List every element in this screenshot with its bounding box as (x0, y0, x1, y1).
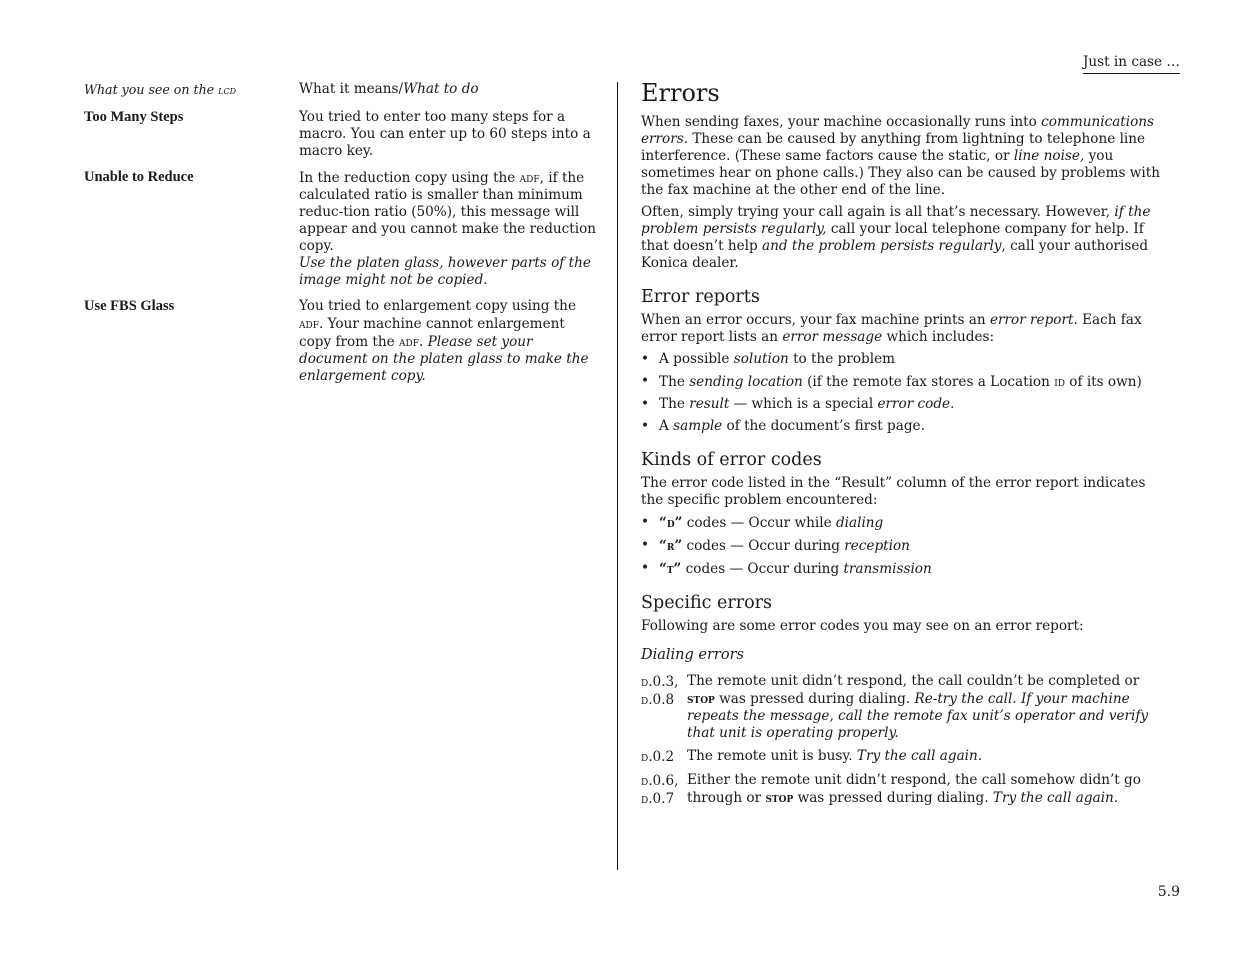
bullet-icon: • (641, 373, 650, 389)
code-char: d (666, 515, 675, 530)
quote-mark: “ (659, 561, 667, 577)
lcd-description: You tried to enter too many steps for a macro. You can enter up to 60 steps into a macro key. (299, 109, 591, 159)
text: When sending faxes, your machine occasionally runs into (641, 114, 1042, 130)
lcd-description (299, 298, 599, 385)
emphasis: sending location (689, 374, 803, 390)
paragraph (641, 312, 1161, 346)
text: of the document’s first page. (722, 418, 925, 434)
error-description (687, 772, 1161, 808)
running-head: Just in case … (1083, 54, 1180, 74)
lcd-message: Too Many Steps (84, 109, 184, 125)
column-divider (617, 82, 618, 870)
text: codes — Occur while (682, 515, 836, 531)
code-number: .0.8 (648, 692, 675, 708)
emphasis: reception (844, 538, 910, 554)
lcd-message: Unable to Reduce (84, 169, 194, 185)
text: A possible (659, 351, 734, 367)
list-item (641, 514, 1161, 532)
lcd-message: Use FBS Glass (84, 298, 175, 314)
instruction: Try the call again. (856, 748, 983, 764)
paragraph: Following are some error codes you may see on an error report: (641, 618, 1084, 634)
desc-text: . Your machine cannot enlargement copy from the (299, 316, 565, 350)
text: of its own) (1064, 374, 1142, 390)
list-item (641, 373, 1161, 391)
error-description (687, 748, 1161, 766)
text: you sometimes hear on phone calls.) They also can be caused by problems with the fax machine at the other end of the line. (641, 148, 1160, 198)
text: which includes: (882, 329, 995, 345)
code-letter (659, 515, 682, 531)
emphasis: and the problem persists regularly (762, 238, 1002, 254)
desc-instruction: Please set your document on the platen glass to make the enlargement copy. (299, 334, 589, 384)
emphasis: error message (782, 329, 883, 345)
code-prefix: d (641, 791, 649, 806)
table-row (84, 169, 604, 289)
bullet-icon: • (641, 396, 650, 412)
header-term (84, 81, 299, 99)
lcd-message-table (84, 81, 604, 394)
stop-key-label: stop (687, 691, 715, 706)
quote-mark: ” (674, 538, 683, 554)
table-row (84, 298, 604, 385)
text: The remote unit is busy. (687, 748, 857, 764)
id-abbrev: id (1054, 374, 1065, 389)
header-desc (299, 81, 599, 99)
list-item (641, 396, 1161, 413)
emphasis: error code. (877, 396, 955, 412)
code-number: .0.2 (648, 749, 675, 765)
desc-adf: adf (299, 316, 319, 331)
desc-adf: adf (519, 170, 540, 185)
paragraph: The error code listed in the “Result” column of the error report indicates the specific problem encountered: (641, 475, 1146, 508)
code-prefix: d (641, 749, 649, 764)
text: A (659, 418, 674, 434)
text: The remote unit didn’t respond, the call couldn’t be completed or (687, 673, 1140, 689)
instruction: Re-try the call. If your machine repeats the message, call the remote fax unit’s operator and verify that unit is operating properly. (687, 691, 1149, 741)
code-letter (659, 561, 681, 577)
error-description (687, 673, 1161, 742)
quote-mark: ” (674, 515, 683, 531)
section-heading-specific: Specific errors (641, 593, 772, 613)
text: — which is a special (729, 396, 878, 412)
text: was pressed during dialing. (714, 691, 915, 707)
code-prefix: d (641, 773, 649, 788)
list-item (641, 351, 1161, 368)
table-header (84, 81, 604, 99)
instruction: Try the call again. (992, 790, 1119, 806)
error-code (641, 748, 687, 766)
header-desc-italic: What to do (403, 81, 479, 97)
emphasis: dialing (835, 515, 884, 531)
emphasis: if the problem persists regularly, (641, 204, 1151, 237)
desc-adf: adf (399, 334, 419, 349)
header-term-lcd: lcd (218, 83, 236, 97)
code-char: t (666, 561, 674, 576)
bullet-icon: • (641, 418, 650, 434)
text: These can be caused by anything from lightning to telephone line interference. (These same factors cause the static, or (641, 131, 1146, 164)
text: codes — Occur during (681, 561, 844, 577)
quote-mark: “ (659, 538, 667, 554)
section-heading-kinds: Kinds of error codes (641, 450, 822, 470)
text: Either the remote unit didn’t respond, the call somehow didn’t go through or (687, 772, 1141, 806)
bullet-icon: • (641, 537, 650, 553)
bullet-icon: • (641, 514, 650, 530)
quote-mark: ” (673, 561, 682, 577)
emphasis: error report. (990, 312, 1078, 328)
text: call your local telephone company for help. If that doesn’t help (641, 221, 1144, 254)
errors-section (641, 78, 1161, 814)
header-term-text: What you see on the (84, 82, 219, 97)
bullet-icon: • (641, 560, 650, 576)
list-item (641, 560, 1161, 578)
text: to the problem (788, 351, 896, 367)
quote-mark: “ (659, 515, 667, 531)
emphasis: transmission (843, 561, 932, 577)
desc-text: You tried to enlargement copy using the (299, 298, 576, 314)
code-number: .0.6, (648, 773, 679, 789)
section-heading-error-reports: Error reports (641, 287, 760, 307)
header-desc-text: What it means/ (299, 81, 404, 97)
error-code (641, 772, 687, 808)
text: codes — Occur during (682, 538, 845, 554)
text: The (659, 396, 690, 412)
page-title: Errors (641, 79, 720, 107)
code-number: .0.3, (648, 674, 679, 690)
error-code (641, 673, 687, 742)
error-code-row (641, 673, 1161, 742)
text: The (659, 374, 690, 390)
lcd-description (299, 169, 599, 289)
emphasis: communications errors. (641, 114, 1155, 147)
list-item (641, 418, 1161, 435)
code-letter (659, 538, 682, 554)
desc-instruction: Use the platen glass, however parts of the image might not be copied. (299, 255, 591, 288)
emphasis: sample (673, 418, 723, 434)
text: (if the remote fax stores a Location (802, 374, 1055, 390)
desc-text: , if the calculated ratio is smaller than minimum reduc-tion ratio (50%), this message will appear and you cannot make the reduction copy. (299, 170, 597, 254)
text: When an error occurs, your fax machine prints an (641, 312, 990, 328)
emphasis: line noise, (1013, 148, 1085, 164)
text: Each fax error report lists an (641, 312, 1142, 345)
error-code-kinds-list (641, 514, 1161, 578)
list-item (641, 537, 1161, 555)
text: was pressed during dialing. (793, 790, 993, 806)
desc-text: . (418, 334, 428, 350)
code-prefix: d (641, 674, 649, 689)
emphasis: result (689, 396, 730, 412)
paragraph (641, 114, 1161, 199)
error-code-row (641, 748, 1161, 766)
paragraph (641, 204, 1161, 272)
code-char: r (666, 538, 675, 553)
error-code-row (641, 772, 1161, 808)
code-prefix: d (641, 692, 649, 707)
emphasis: solution (733, 351, 789, 367)
subheading-dialing-errors: Dialing errors (641, 647, 744, 663)
error-report-list (641, 351, 1161, 435)
table-row (84, 109, 604, 160)
text: Often, simply trying your call again is all that’s necessary. However, (641, 204, 1115, 220)
stop-key-label: stop (765, 790, 794, 805)
page-number: 5.9 (1157, 884, 1180, 900)
text: , call your authorised Konica dealer. (641, 238, 1149, 271)
code-number: .0.7 (648, 791, 675, 807)
bullet-icon: • (641, 351, 650, 367)
desc-text: In the reduction copy using the (299, 170, 520, 186)
